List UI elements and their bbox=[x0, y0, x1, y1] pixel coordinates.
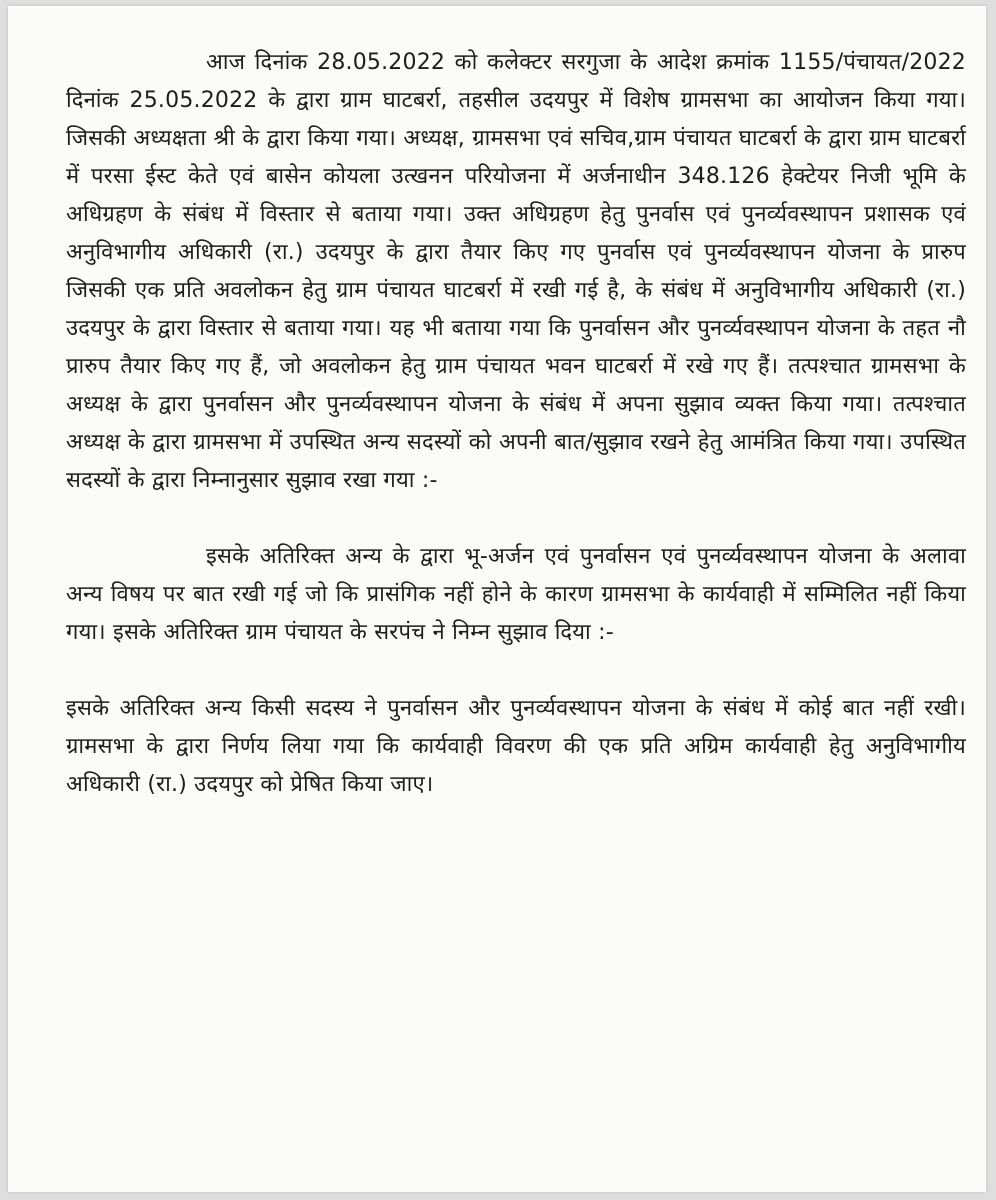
paragraph-gram-sabha-proceedings: आज दिनांक 28.05.2022 को कलेक्टर सरगुजा के आदेश क्रमांक 1155/पंचायत/2022 दिनांक 25.05.2022 के द्वारा ग्राम घाटबर्रा, तहसील उदयपुर में विशेष ग्रामसभा का आयोजन किया गया। जिसकी अध्यक्षता श्री के द्वारा किया गया। अध्यक्ष, ग्रामसभा एवं सचिव,ग्राम पंचायत घाटबर्रा के द्वारा ग्राम घाटबर्रा में परसा ईस्ट केते एवं बासेन कोयला उत्खनन परियोजना में अर्जनाधीन 348.126 हेक्टेयर निजी भूमि के अधिग्रहण के संबंध में विस्तार से बताया गया। उक्त अधिग्रहण हेतु पुनर्वास एवं पुनर्व्यवस्थापन प्रशासक एवं अनुविभागीय अधिकारी (रा.) उदयपुर के द्वारा तैयार किए गए पुनर्वास एवं पुनर्व्यवस्थापन योजना के प्रारुप जिसकी एक प्रति अवलोकन हेतु ग्राम पंचायत घाटबर्रा में रखी गई है, के संबंध में अनुविभागीय अधिकारी (रा.) उदयपुर के द्वारा विस्तार से बताया गया। यह भी बताया गया कि पुनर्वासन और पुनर्व्यवस्थापन योजना के तहत नौ प्रारुप तैयार किए गए हैं, जो अवलोकन हेतु ग्राम पंचायत भवन घाटबर्रा में रखे गए हैं। तत्पश्चात ग्रामसभा के अध्यक्ष के द्वारा पुनर्वासन और पुनर्व्यवस्थापन योजना के संबंध में अपना सुझाव व्यक्त किया गया। तत्पश्चात अध्यक्ष के द्वारा ग्रामसभा में उपस्थित अन्य सदस्यों को अपनी बात/सुझाव रखने हेतु आमंत्रित किया गया। उपस्थित सदस्यों के द्वारा निम्नानुसार सुझाव रखा गया :- bbox=[66, 50, 966, 493]
paragraph-decision: इसके अतिरिक्त अन्य किसी सदस्य ने पुनर्वासन और पुनर्व्यवस्थापन योजना के संबंध में कोई बात नहीं रखी। ग्रामसभा के द्वारा निर्णय लिया गया कि कार्यवाही विवरण की एक प्रति अग्रिम कार्यवाही हेतु अनुविभागीय अधिकारी (रा.) उदयपुर को प्रेषित किया जाए। bbox=[66, 696, 966, 797]
document-page bbox=[8, 6, 986, 1192]
paragraph-other-matters: इसके अतिरिक्त अन्य के द्वारा भू-अर्जन एवं पुनर्वासन एवं पुनर्व्यवस्थापन योजना के अलावा अन्य विषय पर बात रखी गई जो कि प्रासंगिक नहीं होने के कारण ग्रामसभा के कार्यवाही में सम्मिलित नहीं किया गया। इसके अतिरिक्त ग्राम पंचायत के सरपंच ने निम्न सुझाव दिया :- bbox=[66, 544, 966, 645]
document-body bbox=[66, 44, 966, 804]
